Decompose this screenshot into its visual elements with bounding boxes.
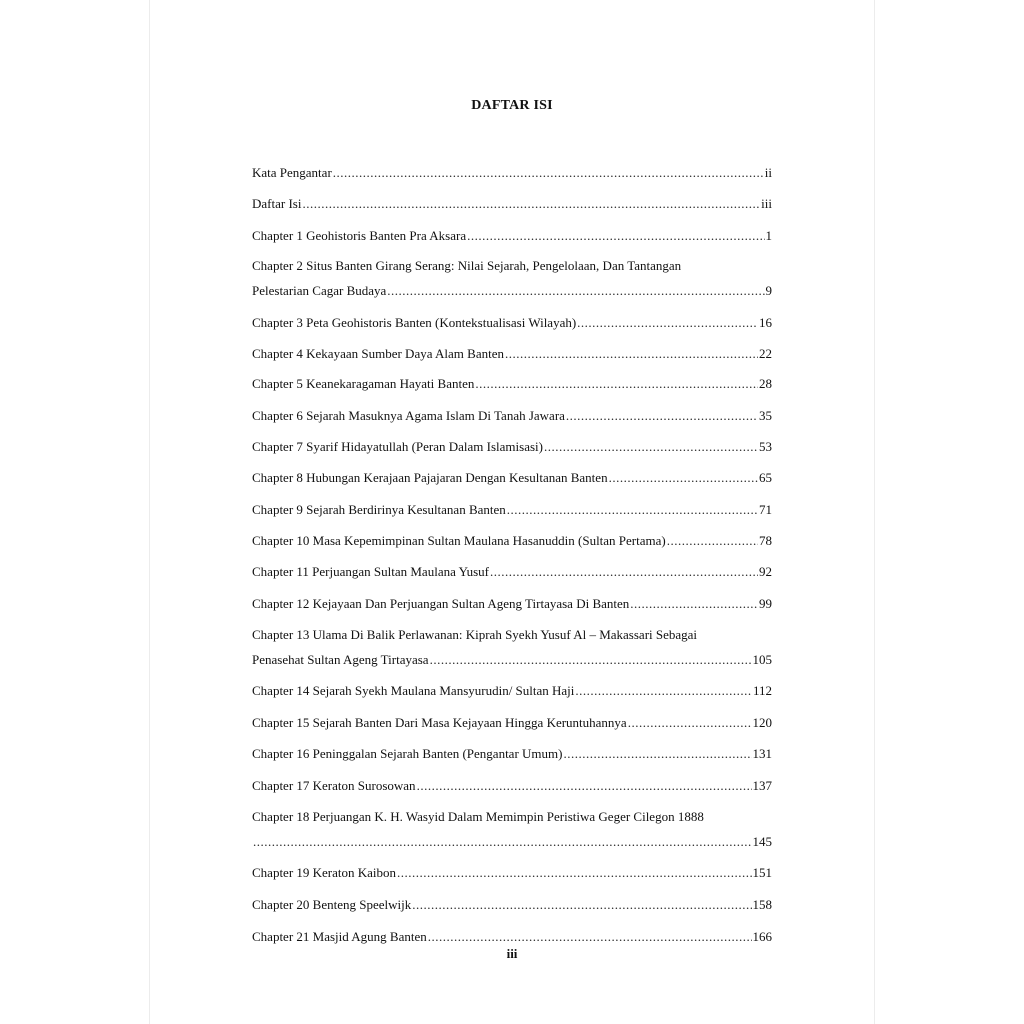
toc-entry-page-number: 53	[759, 439, 772, 454]
toc-entry-page-number: 166	[752, 929, 772, 944]
dot-leader	[430, 650, 752, 670]
dot-leader	[505, 344, 758, 364]
toc-entry-label: Chapter 4 Kekayaan Sumber Daya Alam Banten	[252, 346, 504, 361]
toc-entry	[252, 500, 772, 520]
toc-entry-page-number: 92	[759, 564, 772, 579]
toc-entry-label: Chapter 1 Geohistoris Banten Pra Aksara	[252, 228, 467, 243]
dot-leader	[333, 163, 764, 183]
toc-entry-label: Chapter 17 Keraton Surosowan	[252, 778, 416, 793]
toc-entry-first-line: Chapter 13 Ulama Di Balik Perlawanan: Kiprah Syekh Yusuf Al – Makassari Sebagai	[252, 627, 698, 642]
toc-entry	[252, 681, 772, 701]
toc-entry-label: Chapter 8 Hubungan Kerajaan Pajajaran Dengan Kesultanan Banten	[252, 470, 608, 485]
toc-entry	[252, 406, 772, 426]
dot-leader	[628, 713, 752, 733]
toc-entry-label: Penasehat Sultan Ageng Tirtayasa	[252, 652, 429, 667]
toc-entry-label: Chapter 3 Peta Geohistoris Banten (Kontekstualisasi Wilayah)	[252, 315, 577, 330]
dot-leader	[563, 744, 751, 764]
toc-entry-label: Chapter 5 Keanekaragaman Hayati Banten	[252, 376, 475, 391]
toc-entry-page-number: 105	[752, 652, 772, 667]
toc-entry-label: Chapter 11 Perjuangan Sultan Maulana Yusuf	[252, 564, 489, 579]
toc-entry-first-line: Chapter 18 Perjuangan K. H. Wasyid Dalam Memimpin Peristiwa Geger Cilegon 1888	[252, 809, 704, 824]
dot-leader	[544, 437, 758, 457]
toc-entry	[252, 313, 772, 333]
toc-entry	[252, 895, 772, 915]
toc-entry	[252, 226, 772, 246]
toc-entry-page-number: 1	[765, 228, 772, 243]
dot-leader	[667, 531, 758, 551]
dot-leader	[428, 927, 752, 947]
dot-leader	[467, 226, 764, 246]
toc-entry-page-number: 22	[759, 346, 772, 361]
toc-entry-label: Chapter 21 Masjid Agung Banten	[252, 929, 427, 944]
dot-leader	[575, 681, 752, 701]
dot-leader	[609, 468, 758, 488]
toc-entry	[252, 744, 772, 764]
toc-entry-label: Chapter 10 Masa Kepemimpinan Sultan Maulana Hasanuddin (Sultan Pertama)	[252, 533, 666, 548]
dot-leader	[566, 406, 758, 426]
toc-entry-page-number: 137	[752, 778, 772, 793]
dot-leader	[387, 281, 764, 301]
toc-entry-page-number: 35	[759, 408, 772, 423]
toc-entry-label: Chapter 20 Benteng Speelwijk	[252, 897, 412, 912]
toc-entry-page-number: 99	[759, 596, 772, 611]
toc-entry	[252, 832, 772, 852]
dot-leader	[412, 895, 751, 915]
document-page	[150, 0, 874, 1024]
toc-entry-page-number: 145	[752, 834, 772, 849]
toc-entry-page-number: ii	[764, 165, 772, 180]
toc-entry	[252, 437, 772, 457]
toc-entry-label: Kata Pengantar	[252, 165, 332, 180]
toc-entry-page-number: 120	[752, 715, 772, 730]
page-number-footer: iii	[506, 946, 518, 961]
toc-entry	[252, 374, 772, 394]
toc-entry-page-number: 16	[759, 315, 772, 330]
toc-entry	[252, 531, 772, 551]
toc-entry-page-number: 71	[759, 502, 772, 517]
toc-entry	[252, 650, 772, 670]
toc-entry-label: Chapter 7 Syarif Hidayatullah (Peran Dalam Islamisasi)	[252, 439, 543, 454]
toc-entry-page-number: 65	[759, 470, 772, 485]
toc-entry-page-number: 112	[752, 683, 772, 698]
toc-entry-label: Chapter 14 Sejarah Syekh Maulana Mansyurudin/ Sultan Haji	[252, 683, 575, 698]
toc-entry-label: Pelestarian Cagar Budaya	[252, 283, 387, 298]
toc-entry-label: Chapter 16 Peninggalan Sejarah Banten (Pengantar Umum)	[252, 746, 563, 761]
toc-entry	[252, 594, 772, 614]
toc-entry-label: Chapter 6 Sejarah Masuknya Agama Islam Di Tanah Jawara	[252, 408, 565, 423]
dot-leader	[507, 500, 758, 520]
toc-entry	[252, 562, 772, 582]
dot-leader	[253, 832, 752, 852]
toc-entry-page-number: 151	[752, 865, 772, 880]
toc-entry-page-number: 28	[759, 376, 772, 391]
dot-leader	[417, 776, 752, 796]
dot-leader	[490, 562, 758, 582]
toc-entry	[252, 194, 772, 214]
page-title: DAFTAR ISI	[471, 98, 553, 113]
toc-entry	[252, 281, 772, 301]
toc-entry-label: Chapter 9 Sejarah Berdirinya Kesultanan Banten	[252, 502, 506, 517]
dot-leader	[302, 194, 760, 214]
dot-leader	[397, 863, 751, 883]
toc-entry-page-number: 78	[759, 533, 772, 548]
dot-leader	[577, 313, 758, 333]
toc-entry-label: Chapter 12 Kejayaan Dan Perjuangan Sultan Ageng Tirtayasa Di Banten	[252, 596, 630, 611]
dot-leader	[630, 594, 758, 614]
toc-entry-label: Daftar Isi	[252, 196, 302, 211]
toc-entry-page-number: 9	[765, 283, 772, 298]
toc-entry	[252, 468, 772, 488]
toc-entry	[252, 863, 772, 883]
toc-entry	[252, 776, 772, 796]
toc-entry-page-number: iii	[761, 196, 772, 211]
toc-entry-page-number: 131	[752, 746, 772, 761]
toc-entry-label: Chapter 19 Keraton Kaibon	[252, 865, 397, 880]
toc-entry	[252, 163, 772, 183]
toc-entry-page-number: 158	[752, 897, 772, 912]
toc-entry	[252, 927, 772, 947]
toc-entry	[252, 713, 772, 733]
toc-entry	[252, 344, 772, 364]
toc-entry-first-line: Chapter 2 Situs Banten Girang Serang: Nilai Sejarah, Pengelolaan, Dan Tantangan	[252, 258, 682, 273]
toc-entry-label: Chapter 15 Sejarah Banten Dari Masa Kejayaan Hingga Keruntuhannya	[252, 715, 627, 730]
dot-leader	[475, 374, 758, 394]
